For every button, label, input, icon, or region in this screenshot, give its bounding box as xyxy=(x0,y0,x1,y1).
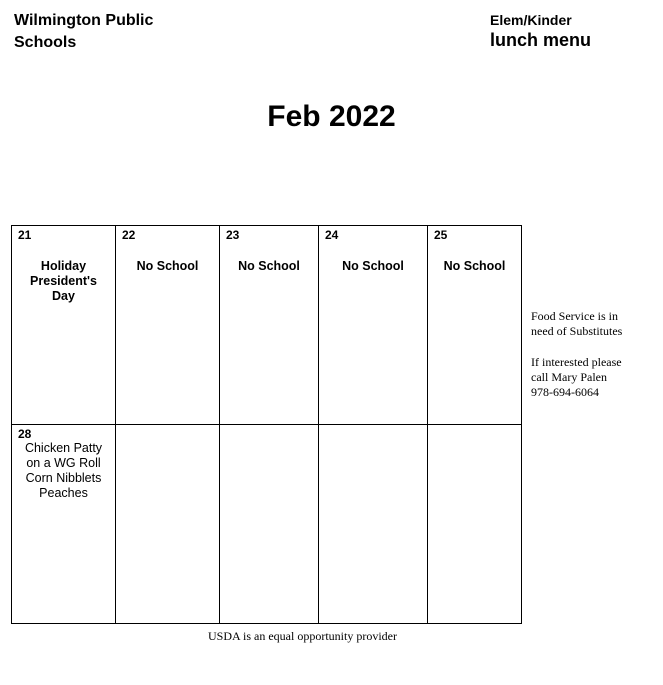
day-menu-line: No School xyxy=(342,259,404,273)
menu-type-line2: lunch menu xyxy=(490,30,592,50)
day-number: 25 xyxy=(434,228,448,242)
day-number: 21 xyxy=(18,228,32,242)
day-menu-line: No School xyxy=(136,259,199,273)
day-number: 28 xyxy=(18,427,32,441)
note-line: If interested please xyxy=(531,355,622,369)
day-menu xyxy=(12,259,115,304)
day-cell-empty xyxy=(116,425,220,624)
day-cell-23 xyxy=(220,226,319,425)
note-line: call Mary Palen xyxy=(531,370,607,384)
day-menu-line: President's xyxy=(30,274,97,288)
note-line: need of Substitutes xyxy=(531,324,623,338)
day-cell-24 xyxy=(319,226,428,425)
day-number: 23 xyxy=(226,228,240,242)
day-cell-21 xyxy=(12,226,116,425)
day-menu-line: Peaches xyxy=(39,486,88,500)
substitutes-note xyxy=(531,309,661,416)
day-cell-empty xyxy=(220,425,319,624)
day-menu-line: Corn Nibblets xyxy=(25,471,102,485)
day-cell-25 xyxy=(428,226,522,425)
note-line: Food Service is in xyxy=(531,309,618,323)
menu-type-line1: Elem/Kinder xyxy=(490,12,572,28)
day-menu-line: on a WG Roll xyxy=(26,456,101,470)
calendar-week-row xyxy=(12,425,522,624)
day-menu-line: Day xyxy=(52,289,75,303)
day-number: 22 xyxy=(122,228,136,242)
menu-type xyxy=(490,10,591,50)
school-name xyxy=(14,10,153,54)
school-name-line2: Schools xyxy=(14,34,77,51)
usda-footer: USDA is an equal opportunity provider xyxy=(208,629,397,643)
school-name-line1: Wilmington Public xyxy=(14,12,154,29)
phone-number: 978-694-6064 xyxy=(531,385,599,399)
day-menu xyxy=(12,441,115,501)
calendar-week-row xyxy=(12,226,522,425)
day-menu-line: Holiday xyxy=(40,259,87,273)
day-menu-line: No School xyxy=(238,259,300,273)
month-title: Feb 2022 xyxy=(267,100,396,133)
day-cell-22 xyxy=(116,226,220,425)
day-menu-line: No School xyxy=(443,259,506,273)
day-number: 24 xyxy=(325,228,339,242)
day-cell-empty xyxy=(428,425,522,624)
day-cell-28 xyxy=(12,425,116,624)
lunch-calendar xyxy=(11,225,522,624)
day-cell-empty xyxy=(319,425,428,624)
day-menu-line: Chicken Patty xyxy=(24,441,103,455)
